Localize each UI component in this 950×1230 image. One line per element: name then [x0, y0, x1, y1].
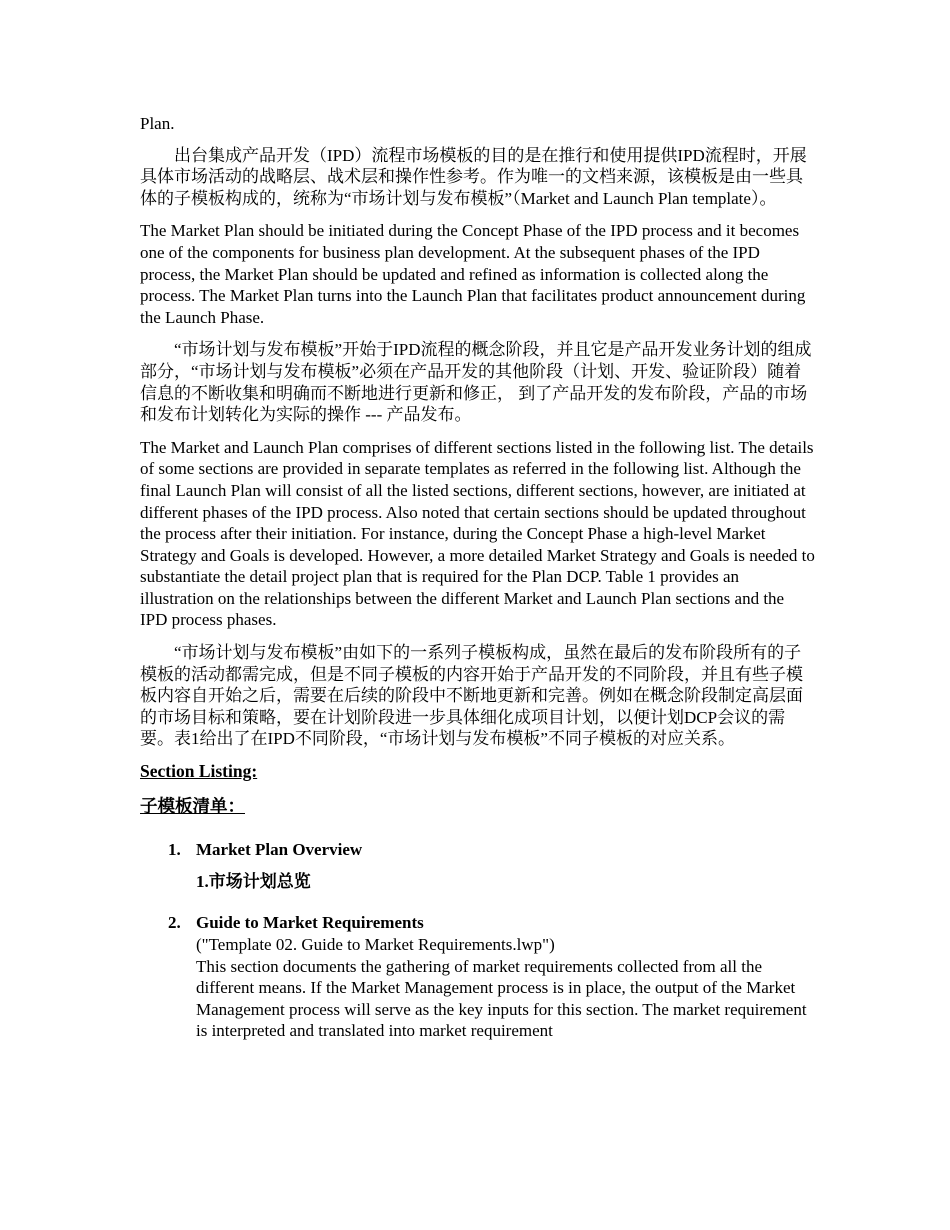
list-item-title: Guide to Market Requirements — [196, 913, 424, 933]
list-item-number: 1. — [168, 840, 181, 860]
paragraph-cn-market-plan: “市场计划与发布模板”开始于IPD流程的概念阶段，并且它是产品开发业务计划的组成部分，“市场计划与发布模板”必须在产品开发的其他阶段（计划、开发、验证阶段）随着信息的不断收集和明确而不断地进行更新和修正， 到了产品开发的发布阶段，产品的市场和发布计划转化为实际的操作 --- 产品发布。 — [140, 340, 812, 425]
list-item-template-ref: ("Template 02. Guide to Market Requirements.lwp") — [196, 935, 555, 954]
list-item-title: Market Plan Overview — [196, 840, 363, 860]
paragraph-en-sections: The Market and Launch Plan comprises of different sections listed in the following list. The details of some sections are provided in separate templates as referred in the following list. Although the final Launch Plan will consist of all the listed sections, different sections, however, are initiated at different phases of the IPD process. Also noted that certain sections should be updated throughout the process after their initiation. For instance, during the Concept Phase a high-level Market Strategy and Goals is developed. However, a more detailed Market Strategy and Goals is needed to substantiate the detail project plan that is required for the Plan DCP. Table 1 provides an illustration on the relationships between the different Market and Launch Plan sections and the IPD process phases. — [140, 437, 815, 630]
paragraph-cn-purpose: 出台集成产品开发（IPD）流程市场模板的目的是在推行和使用提供IPD流程时，开展具体市场活动的战略层、战术层和操作性参考。作为唯一的文档来源，该模板是由一些具体的子模板构成的，统称为“市场计划与发布模板”（Market and Launch Plan template）。 — [140, 145, 807, 208]
list-item — [140, 912, 815, 1042]
document-page — [140, 113, 815, 1062]
paragraph-en-market-plan: The Market Plan should be initiated during the Concept Phase of the IPD process and it becomes one of the components for business plan development. At the subsequent phases of the IPD process, the Market Plan should be updated and refined as information is collected along the process. The Market Plan turns into the Launch Plan that facilitates product announcement during the Launch Phase. — [140, 221, 806, 327]
section-listing-heading-cn: 子模板清单： — [140, 795, 245, 816]
list-item-title-cn: 1.市场计划总览 — [196, 871, 311, 891]
section-list — [140, 839, 815, 1042]
list-item-number: 2. — [168, 913, 181, 933]
paragraph-cn-sections: “市场计划与发布模板”由如下的一系列子模板构成，虽然在最后的发布阶段所有的子模板的活动都需完成，但是不同子模板的内容开始于产品开发的不同阶段，并且有些子模板内容自开始之后，需要在后续的阶段中不断地更新和完善。例如在概念阶段制定高层面的市场目标和策略，要在计划阶段进一步具体细化成项目计划，以便计划DCP会议的需要。表1给出了在IPD不同阶段，“市场计划与发布模板”不同子模板的对应关系。 — [140, 643, 803, 749]
section-listing-heading: Section Listing: — [140, 761, 258, 782]
text-fragment: Plan. — [140, 114, 175, 133]
list-item-description: This section documents the gathering of market requirements collected from all the different means. If the Market Management process is in place, the output of the Market Management process will serve as the key inputs for this section. The market requirement is interpreted and translated into market requirement — [196, 956, 807, 1041]
list-item — [140, 839, 815, 892]
